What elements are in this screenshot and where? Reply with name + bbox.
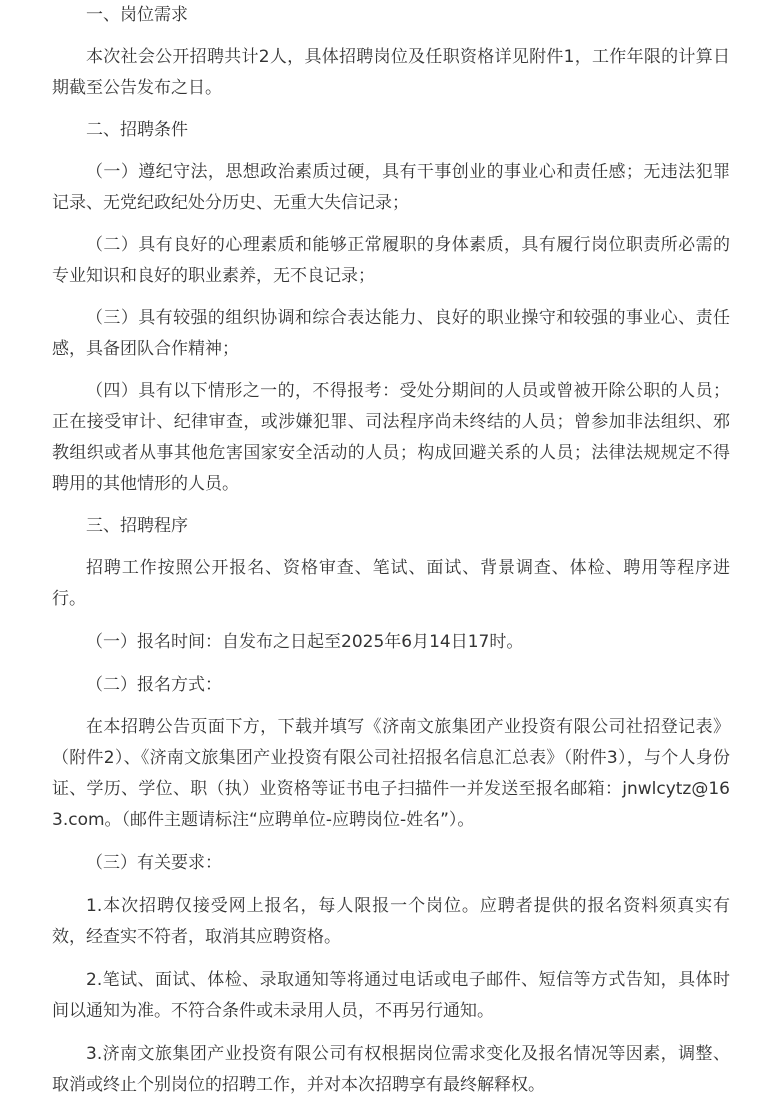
paragraph-condition-4: （四）具有以下情形之一的，不得报考：受处分期间的人员或曾被开除公职的人员；正在接受审计、纪律审查，或涉嫌犯罪、司法程序尚未终结的人员；曾参加非法组织、邪教组织或者从事其他危害国家安全活动的人员；构成回避关系的人员；法律法规规定不得聘用的其他情形的人员。 bbox=[52, 381, 730, 494]
paragraph-position-needs: 本次社会公开招聘共计2人，具体招聘岗位及任职资格详见附件1，工作年限的计算日期截至公告发布之日。 bbox=[52, 47, 730, 98]
section-heading-position-needs: 一、岗位需求 bbox=[86, 5, 188, 25]
paragraph-requirement-3: 3.济南文旅集团产业投资有限公司有权根据岗位需求变化及报名情况等因素，调整、取消或终止个别岗位的招聘工作，并对本次招聘享有最终解释权。 bbox=[52, 1044, 730, 1095]
section-heading-conditions: 二、招聘条件 bbox=[86, 120, 188, 140]
paragraph-registration-time: （一）报名时间：自发布之日起至2025年6月14日17时。 bbox=[86, 632, 524, 652]
section-heading-procedure: 三、招聘程序 bbox=[86, 516, 188, 536]
paragraph-registration-method-heading: （二）报名方式： bbox=[86, 675, 222, 695]
paragraph-condition-1: （一）遵纪守法，思想政治素质过硬，具有干事创业的事业心和责任感；无违法犯罪记录、无党纪政纪处分历史、无重大失信记录； bbox=[52, 162, 730, 213]
paragraph-condition-2: （二）具有良好的心理素质和能够正常履职的身体素质，具有履行岗位职责所必需的专业知识和良好的职业素养，无不良记录； bbox=[52, 235, 730, 286]
paragraph-requirement-1: 1.本次招聘仅接受网上报名，每人限报一个岗位。应聘者提供的报名资料须真实有效，经查实不符者，取消其应聘资格。 bbox=[52, 896, 730, 947]
paragraph-procedure-intro: 招聘工作按照公开报名、资格审查、笔试、面试、背景调查、体检、聘用等程序进行。 bbox=[52, 558, 730, 609]
paragraph-registration-method: 在本招聘公告页面下方，下载并填写《济南文旅集团产业投资有限公司社招登记表》（附件2）、《济南文旅集团产业投资有限公司社招报名信息汇总表》（附件3），与个人身份证、学历、学位、职（执）业资格等证书电子扫描件一并发送至报名邮箱：jnwlcytz@163.com。（邮件主题请标注“应聘单位-应聘岗位-姓名”）。 bbox=[52, 717, 730, 830]
paragraph-condition-3: （三）具有较强的组织协调和综合表达能力、良好的职业操守和较强的事业心、责任感，具备团队合作精神； bbox=[52, 308, 730, 359]
paragraph-requirement-2: 2.笔试、面试、体检、录取通知等将通过电话或电子邮件、短信等方式告知，具体时间以通知为准。不符合条件或未录用人员，不再另行通知。 bbox=[52, 970, 730, 1021]
paragraph-requirements-heading: （三）有关要求： bbox=[86, 853, 222, 873]
